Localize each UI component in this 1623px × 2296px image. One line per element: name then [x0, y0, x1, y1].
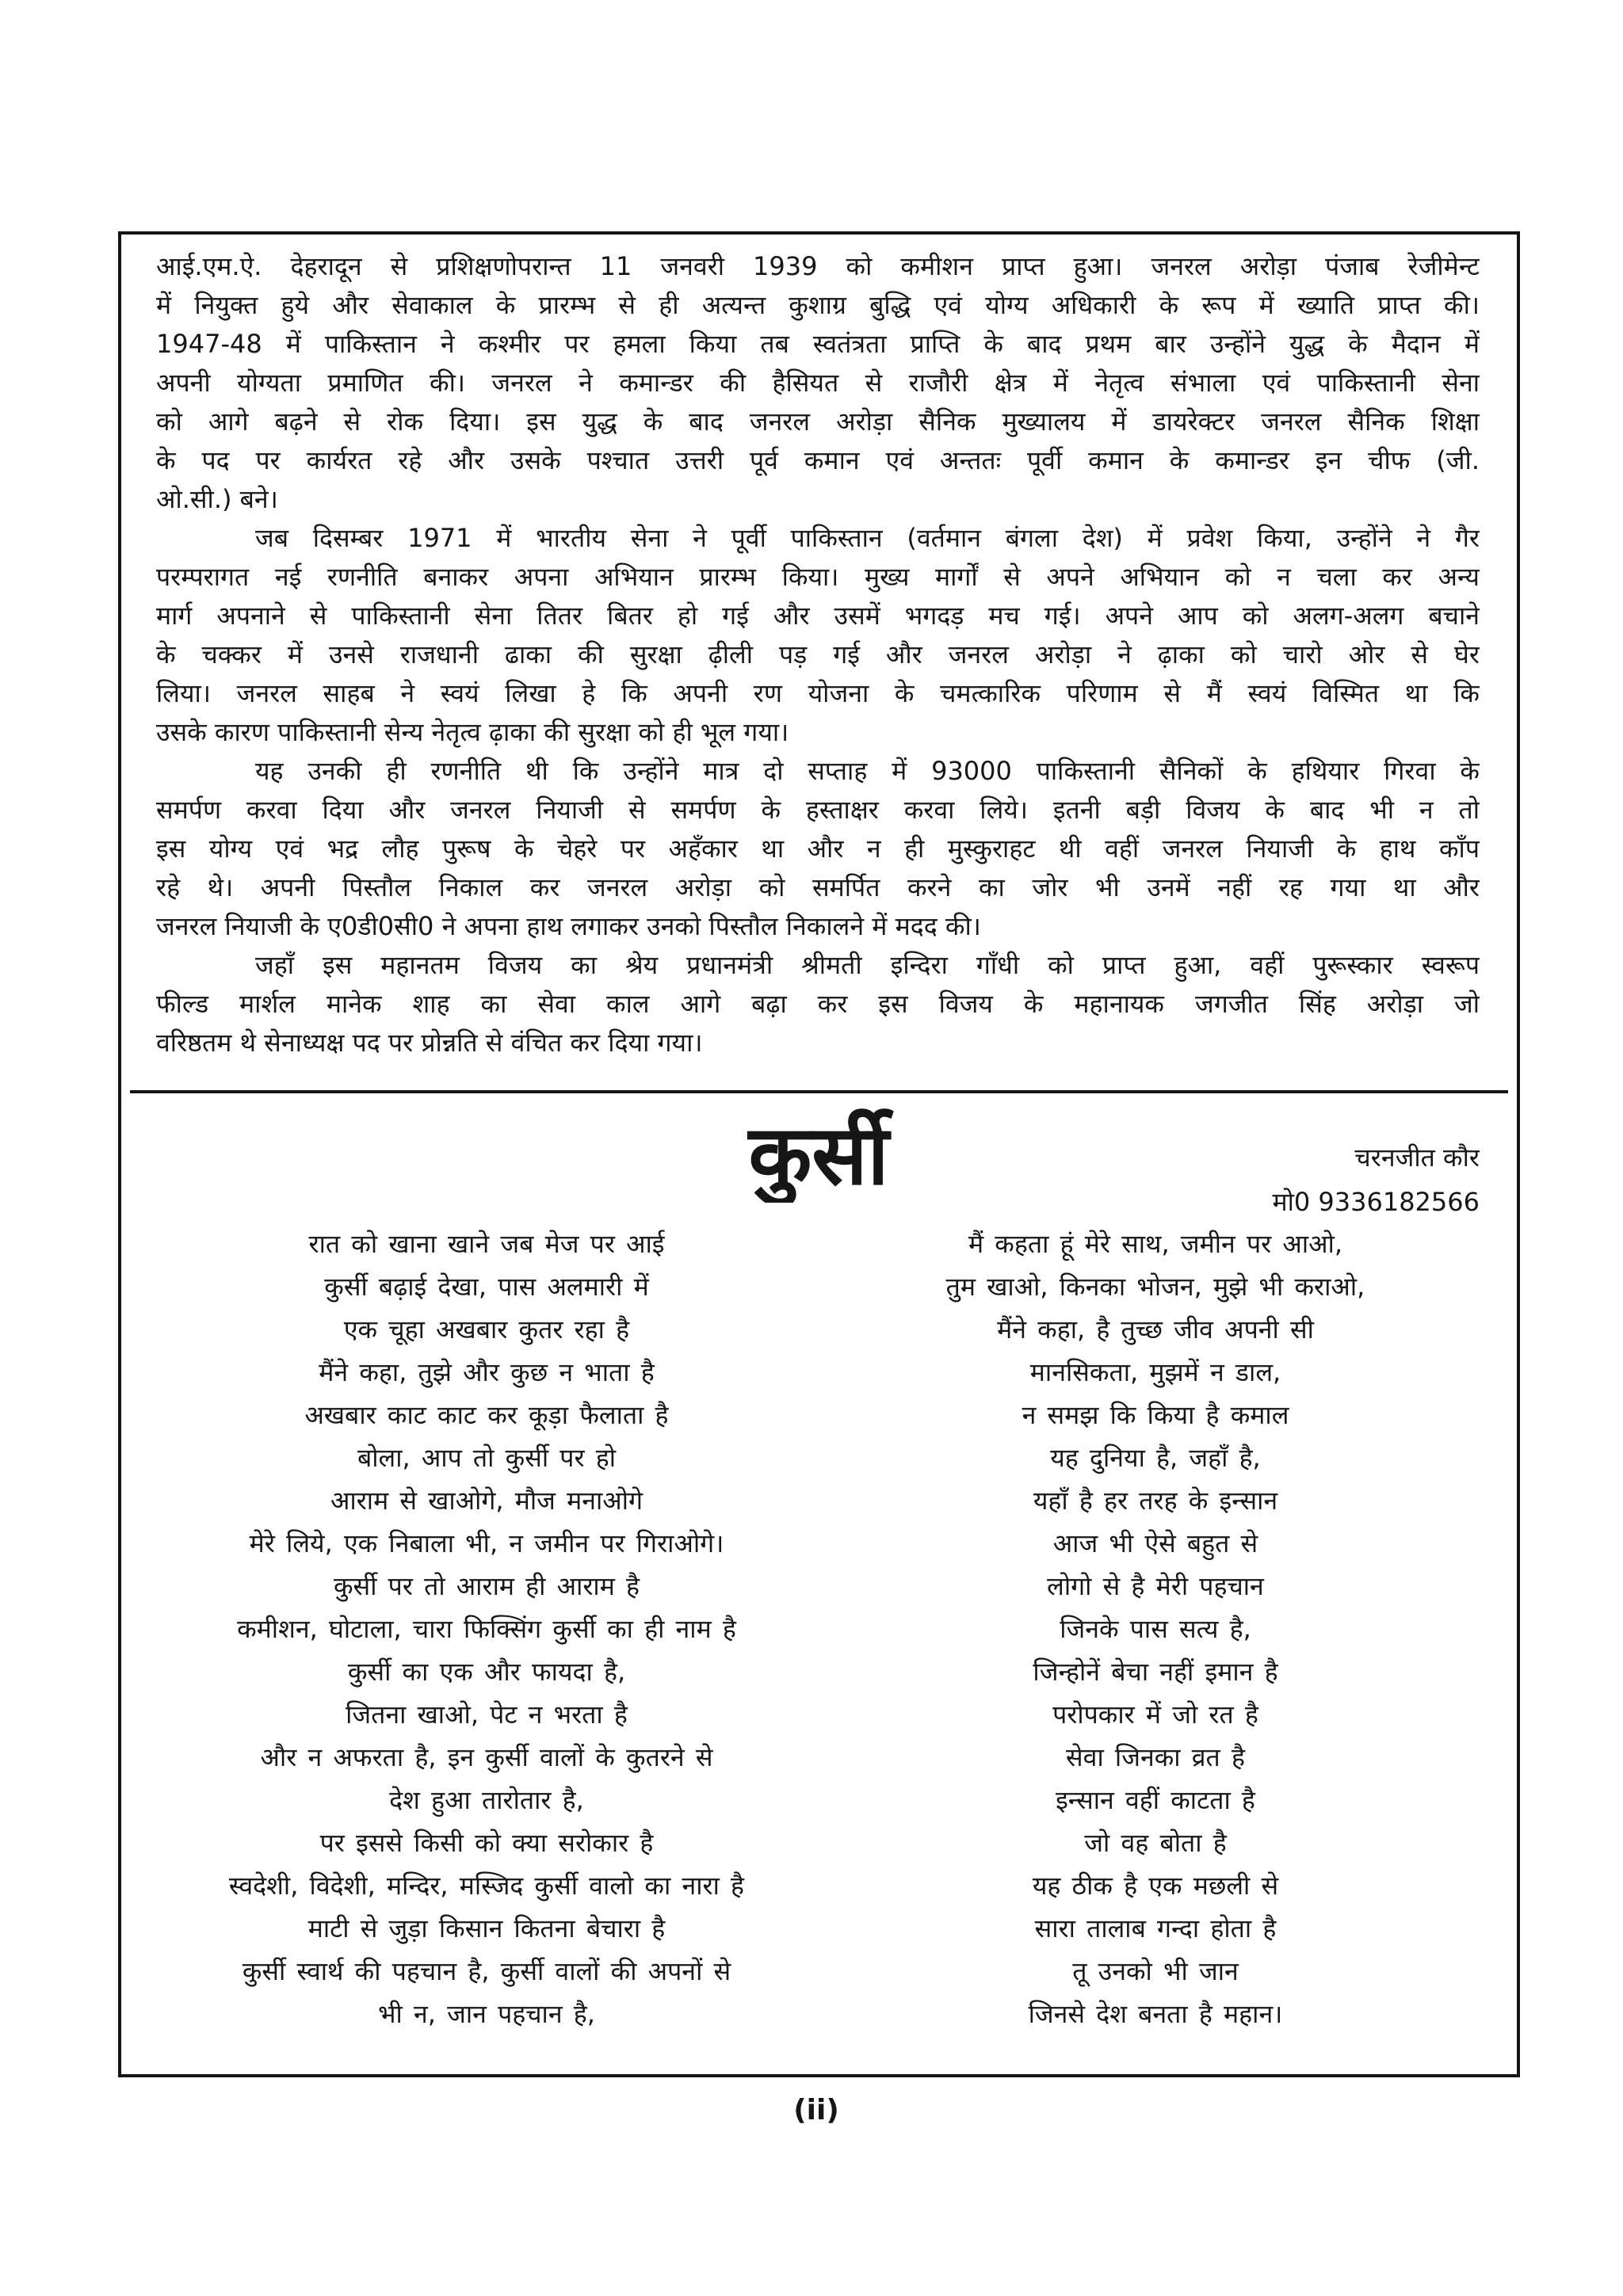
- poem-line: और न अफरता है, इन कुर्सी वालों के कुतरने से: [260, 1742, 713, 1772]
- article-line: समर्पण करवा दिया और जनरल नियाजी से समर्पण के हस्ताक्षर करवा लिये। इतनी बड़ी विजय के बाद भी न तो: [156, 795, 1480, 825]
- poem-line: मेरे लिये, एक निबाला भी, न जमीन पर गिराओगे।: [249, 1528, 724, 1558]
- poem-line: सारा तालाब गन्दा होता है: [1034, 1913, 1277, 1943]
- article-line: ओ.सी.) बने।: [156, 484, 278, 514]
- poem-title: कुर्सी: [748, 1108, 889, 1203]
- poem-line: परोपकार में जो रत है: [1052, 1699, 1258, 1730]
- article-paragraph: [156, 519, 1480, 752]
- poem-line: आराम से खाओगे, मौज मनाओगे: [330, 1486, 643, 1516]
- poem-line: एक चूहा अखबार कुतर रहा है: [343, 1314, 630, 1344]
- article-line: आई.एम.ऐ. देहरादून से प्रशिक्षणोपरान्त 11 जनवरी 1939 को कमीशन प्राप्त हुआ। जनरल अरोड़ा पंजाब रेजीमेन्ट: [156, 251, 1480, 281]
- article-line: लिया। जनरल साहब ने स्वयं लिखा हे कि अपनी रण योजना के चमत्कारिक परिणाम से मैं स्वयं विस्मित था कि: [156, 678, 1480, 708]
- poem-line: कुर्सी पर तो आराम ही आराम है: [333, 1571, 640, 1601]
- poem-line: यहाँ है हर तरह के इन्सान: [1033, 1486, 1278, 1516]
- article-line: यह उनकी ही रणनीति थी कि उन्होंने मात्र दो सप्ताह में 93000 पाकिस्तानी सैनिकों के हथियार गिरवा के: [255, 756, 1480, 786]
- poem-line: अखबार काट काट कर कूड़ा फैलाता है: [304, 1400, 669, 1430]
- article-line: जहाँ इस महानतम विजय का श्रेय प्रधानमंत्री श्रीमती इन्दिरा गाँधी को प्राप्त हुआ, वहीं पुरूस्कार स्वरूप: [255, 950, 1480, 980]
- article-line: को आगे बढ़ने से रोक दिया। इस युद्ध के बाद जनरल अरोड़ा सैनिक मुख्यालय में डायरेक्टर जनरल सैनिक शिक्षा: [156, 406, 1480, 437]
- poem-line: कुर्सी का एक और फायदा है,: [347, 1657, 626, 1687]
- poem-line: कमीशन, घोटाला, चारा फिक्सिंग कुर्सी का ही नाम है: [237, 1614, 736, 1644]
- poem-line: मैंने कहा, तुझे और कुछ न भाता है: [319, 1357, 655, 1387]
- poem-line: तुम खाओ, किनका भोजन, मुझे भी कराओ,: [945, 1272, 1365, 1302]
- article-line: इस योग्य एवं भद्र लौह पुरूष के चेहरे पर अहँकार था और न ही मुस्कुराहट थी वहीं जनरल नियाजी के हाथ काँप: [156, 833, 1480, 864]
- article-line: के चक्कर में उनसे राजधानी ढाका की सुरक्षा ढ़ीली पड़ गई और जनरल अरोड़ा ने ढ़ाका को चारो ओर से घेर: [156, 639, 1480, 669]
- poem-line: देश हुआ तारोतार है,: [389, 1785, 584, 1815]
- poem-author-phone: मो0 9336182566: [1272, 1187, 1480, 1217]
- article-line: वरिष्ठतम थे सेनाध्यक्ष पद पर प्रोन्नति से वंचित कर दिया गया।: [156, 1028, 703, 1058]
- poem-author: चरनजीत कौर: [1354, 1142, 1480, 1173]
- poem-line: तू उनको भी जान: [1072, 1956, 1239, 1986]
- article-line: उसके कारण पाकिस्तानी सेन्य नेतृत्व ढ़ाका की सुरक्षा को ही भूल गया।: [156, 717, 789, 747]
- poem-line: कुर्सी स्वार्थ की पहचान है, कुर्सी वालों की अपनों से: [242, 1956, 731, 1986]
- article-body: [156, 247, 1480, 1062]
- poem-line: पर इससे किसी को क्या सरोकार है: [319, 1828, 654, 1858]
- poem-line: जो वह बोता है: [1084, 1828, 1227, 1858]
- poem-line: न समझ कि किया है कमाल: [1022, 1400, 1289, 1430]
- article-line: के पद पर कार्यरत रहे और उसके पश्चात उत्तरी पूर्व कमान एवं अन्ततः पूर्वी कमान के कमान्डर इन चीफ (जी.: [156, 445, 1480, 475]
- article-paragraph: [156, 247, 1480, 519]
- poem-column-right: [831, 1222, 1480, 2035]
- poem-line: भी न, जान पहचान है,: [378, 1999, 595, 2029]
- article-paragraph: [156, 752, 1480, 946]
- poem-line: जिनके पास सत्य है,: [1060, 1614, 1251, 1644]
- article-line: जब दिसम्बर 1971 में भारतीय सेना ने पूर्वी पाकिस्तान (वर्तमान बंगला देश) में प्रवेश किया, उन्होंने ने गैर: [255, 523, 1480, 553]
- poem-line: रात को खाना खाने जब मेज पर आई: [308, 1229, 665, 1259]
- poem-line: सेवा जिनका व्रत है: [1066, 1742, 1245, 1772]
- poem-line: स्वदेशी, विदेशी, मन्दिर, मस्जिद कुर्सी वालो का नारा है: [228, 1871, 745, 1901]
- article-paragraph: [156, 946, 1480, 1062]
- poem-line: यह ठीक है एक मछली से: [1032, 1871, 1279, 1901]
- section-divider: [130, 1090, 1508, 1093]
- article-line: रहे थे। अपनी पिस्तौल निकाल कर जनरल अरोड़ा को समर्पित करने का जोर भी उनमें नहीं रह गया था और: [156, 872, 1480, 902]
- poem-line: जितना खाओ, पेट न भरता है: [346, 1699, 628, 1730]
- page-number: (ii): [793, 2094, 839, 2126]
- poem-line: मानसिकता, मुझमें न डाल,: [1029, 1357, 1281, 1387]
- poem-column-left: [162, 1222, 812, 2035]
- poem-line: इन्सान वहीं काटता है: [1056, 1785, 1255, 1815]
- article-line: परम्परागत नई रणनीति बनाकर अपना अभियान प्रारम्भ किया। मुख्य मार्गों से अपने अभियान को न चला कर अन्य: [156, 562, 1480, 592]
- poem-line: माटी से जुड़ा किसान कितना बेचारा है: [307, 1913, 666, 1943]
- article-line: 1947-48 में पाकिस्तान ने कश्मीर पर हमला किया तब स्वतंत्रता प्राप्ति के बाद प्रथम बार उन्होंने युद्ध के मैदान में: [156, 329, 1480, 359]
- article-line: फील्ड मार्शल मानेक शाह का सेवा काल आगे बढ़ा कर इस विजय के महानायक जगजीत सिंह अरोड़ा जो: [156, 989, 1480, 1019]
- article-line: अपनी योग्यता प्रमाणित की। जनरल ने कमान्डर की हैसियत से राजौरी क्षेत्र में नेतृत्व संभाला एवं पाकिस्तानी सेना: [156, 368, 1480, 398]
- poem-line: आज भी ऐसे बहुत से: [1052, 1528, 1258, 1558]
- poem-line: लोगो से है मेरी पहचान: [1047, 1571, 1264, 1601]
- poem-line: कुर्सी बढ़ाई देखा, पास अलमारी में: [324, 1272, 649, 1302]
- poem-line: जिनसे देश बनता है महान।: [1028, 1999, 1283, 2029]
- poem-line: मैंने कहा, है तुच्छ जीव अपनी सी: [997, 1314, 1314, 1344]
- poem-line: यह दुनिया है, जहाँ है,: [1050, 1443, 1261, 1473]
- article-line: जनरल नियाजी के ए0डी0सी0 ने अपना हाथ लगाकर उनको पिस्तौल निकालने में मदद की।: [156, 911, 981, 941]
- poem-line: बोला, आप तो कुर्सी पर हो: [357, 1443, 617, 1473]
- poem-line: मैं कहता हूं मेरे साथ, जमीन पर आओ,: [968, 1229, 1342, 1259]
- article-line: मार्ग अपनाने से पाकिस्तानी सेना तितर बितर हो गई और उसमें भगदड़ मच गई। अपने आप को अलग-अलग बचाने: [156, 601, 1480, 631]
- article-line: में नियुक्त हुये और सेवाकाल के प्रारम्भ से ही अत्यन्त कुशाग्र बुद्धि एवं योग्य अधिकारी के रूप में ख्याति प्राप्त की।: [156, 290, 1480, 320]
- poem-line: जिन्होनें बेचा नहीं इमान है: [1033, 1657, 1278, 1687]
